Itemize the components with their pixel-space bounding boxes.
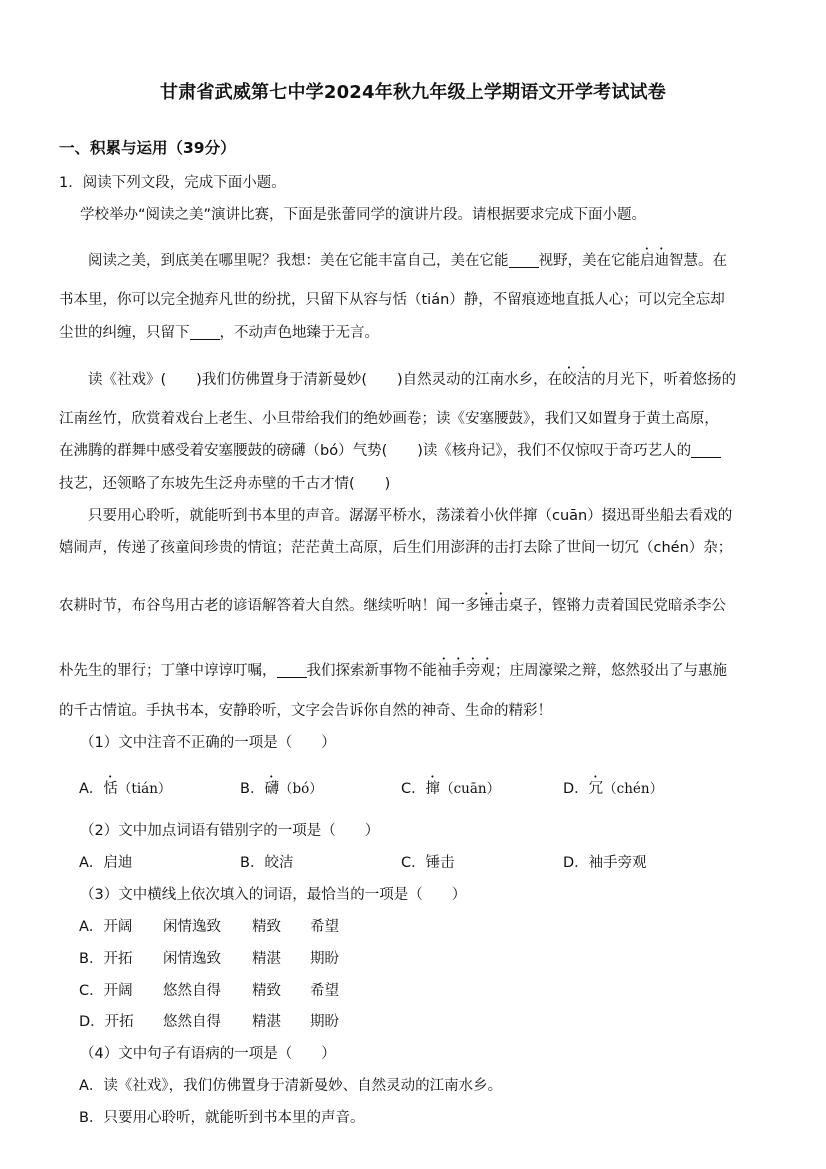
fill-blank [277, 663, 307, 679]
dotted-word: 锤击 [479, 598, 509, 614]
passage-line [88, 364, 736, 389]
option-word: 精湛 [252, 1014, 281, 1030]
passage-text: )读《核舟记》，我们不仅惊叹于奇巧艺人的 [417, 443, 692, 459]
option-word: 期盼 [310, 1014, 339, 1030]
option-a[interactable]: A．恬（tián） [79, 781, 172, 797]
option-c[interactable]: C．锤击 [401, 855, 455, 871]
pinyin: （bó） [278, 781, 323, 797]
option-d[interactable]: D．袖手旁观 [563, 855, 647, 871]
passage-text: 在沸腾的群舞中感受着安塞腰鼓的磅礴（bó）气势( [59, 443, 388, 459]
option-a[interactable]: A．开阔 [79, 919, 133, 935]
question-1-intro: 学校举办“阅读之美”演讲比赛，下面是张蕾同学的演讲片段。请根据要求完成下面小题。 [80, 207, 647, 223]
passage-line: 嬉闹声，传递了孩童间珍贵的情谊；茫茫黄土高原，后生们用澎湃的击打去除了世间一切冗（chén）杂； [59, 540, 733, 556]
passage-text: 尘世的纠缠，只留下 [59, 325, 190, 341]
passage-text: 技艺，还领略了东坡先生泛舟赤壁的千古才情( [59, 476, 355, 492]
fill-blank [691, 443, 721, 459]
passage-text: 桌子，铿锵力责着国民党暗杀李公 [508, 598, 726, 614]
passage-text: 视野，美在它能 [538, 253, 640, 269]
dotted-word: 启迪 [640, 253, 669, 269]
passage-text: 的月光下，听着悠扬的 [591, 372, 737, 388]
sub-question-3-stem: （3）文中横线上依次填入的词语，最恰当的一项是（ ） [80, 887, 467, 903]
passage-text: )自然灵动的江南水乡，在 [397, 372, 563, 388]
passage-line [59, 590, 726, 615]
option-word: 闲情逸致 [163, 951, 221, 967]
passage-line: 的千古情谊。手执书本，安静聆听，文字会告诉你自然的神奇、生命的精彩！ [59, 703, 552, 719]
dotted-char: 撺 [425, 781, 441, 797]
passage-text: 朴先生的罪行；丁肇中谆谆叮嘱， [59, 663, 277, 679]
dotted-word: 皎洁 [562, 372, 592, 388]
dotted-char: 冗 [588, 781, 604, 797]
option-d[interactable]: D．开拓 [79, 1014, 134, 1030]
pinyin: （chén） [603, 781, 664, 797]
option-b[interactable]: B．开拓 [79, 951, 133, 967]
passage-text: ；庄周濠梁之辩，悠然驳出了与惠施 [495, 663, 727, 679]
passage-text: 阅读之美，到底美在哪里呢？我想：美在它能丰富自己，美在它能 [88, 253, 509, 269]
passage-line [59, 439, 721, 460]
passage-text: 智慧。在 [669, 253, 727, 269]
option-a[interactable]: A．启迪 [79, 855, 133, 871]
option-word: 悠然自得 [163, 1014, 221, 1030]
sub-question-1-stem: （1）文中注音不正确的一项是（ ） [80, 735, 336, 751]
option-b[interactable]: B．礴（bó） [240, 781, 323, 797]
passage-line: 书本里，你可以完全抛弃凡世的纷扰，只留下从容与恬（tián）静，不留痕迹地直抵人心；可以完全忘却 [59, 292, 725, 308]
option-a[interactable]: A．读《社戏》，我们仿佛置身于清新曼妙、自然灵动的江南水乡。 [79, 1078, 503, 1094]
option-word: 希望 [310, 919, 339, 935]
passage-text: 我们探索新事物不能 [306, 663, 437, 679]
option-word: 精湛 [252, 951, 281, 967]
passage-line [59, 655, 727, 680]
option-word: 希望 [310, 983, 339, 999]
option-b[interactable]: B．皎洁 [240, 855, 294, 871]
passage-text: ) [384, 476, 391, 492]
section-heading: 一、积累与运用（39分） [59, 139, 236, 157]
passage-text: ，不动声色地臻于无言。 [219, 325, 379, 341]
sub-question-2-stem: （2）文中加点词语有错别字的一项是（ ） [80, 823, 380, 839]
passage-line [88, 245, 727, 270]
sub-question-4-stem: （4）文中句子有语病的一项是（ ） [80, 1046, 336, 1062]
option-c[interactable]: C．撺（cuān） [401, 781, 501, 797]
passage-line: 只要用心聆听，就能听到书本里的声音。潺潺平桥水，荡漾着小伙伴撺（cuān）掇迅哥坐船去看戏的 [88, 508, 733, 524]
option-d[interactable]: D．冗（chén） [563, 781, 664, 797]
passage-text: 读《社戏》( [88, 372, 167, 388]
dotted-char: 礴 [264, 781, 279, 797]
question-1-stem: 1．阅读下列文段，完成下面小题。 [59, 175, 286, 191]
option-b[interactable]: B．只要用心聆听，就能听到书本里的声音。 [79, 1110, 365, 1126]
passage-line [59, 321, 379, 342]
option-word: 精致 [252, 919, 281, 935]
passage-line [59, 472, 390, 493]
option-word: 悠然自得 [163, 983, 221, 999]
passage-text: 农耕时节，布谷鸟用古老的谚语解答着大自然。继续听呐！闻一多 [59, 598, 480, 614]
fill-blank [190, 325, 220, 341]
exam-title: 甘肃省武威第七中学2024年秋九年级上学期语文开学考试试卷 [160, 82, 666, 103]
pinyin: （cuān） [440, 781, 501, 797]
dotted-word: 袖手旁观 [437, 663, 495, 679]
fill-blank [509, 253, 539, 269]
pinyin: （tián） [117, 781, 172, 797]
option-c[interactable]: C．开阔 [79, 983, 133, 999]
option-word: 期盼 [310, 951, 339, 967]
option-word: 精致 [252, 983, 281, 999]
dotted-char: 恬 [103, 781, 118, 797]
option-word: 闲情逸致 [163, 919, 221, 935]
passage-text: )我们仿佛置身于清新曼妙( [196, 372, 367, 388]
passage-line: 江南丝竹，欣赏着戏台上老生、小旦带给我们的绝妙画卷；读《安塞腰鼓》，我们又如置身于黄土高原， [59, 411, 719, 427]
